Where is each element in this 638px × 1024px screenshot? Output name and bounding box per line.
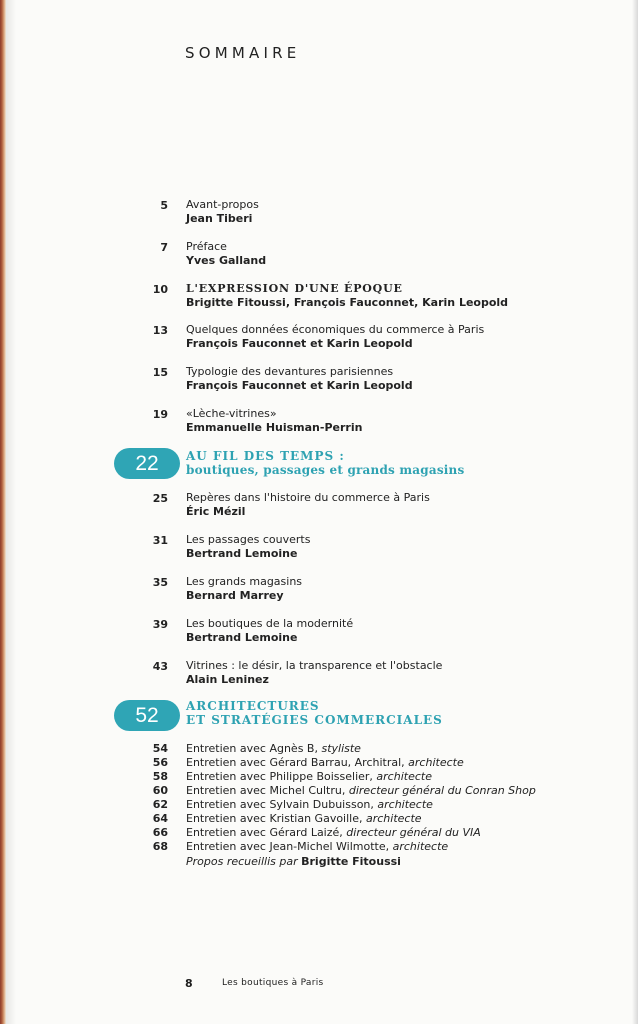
toc-page-number: 64 xyxy=(152,812,168,825)
interview-entry xyxy=(0,840,600,854)
interview-title: Entretien avec Agnès B, styliste xyxy=(186,742,361,755)
toc-entry-author: Emmanuelle Huisman-Perrin xyxy=(186,421,363,434)
toc-page-number: 13 xyxy=(152,324,168,337)
toc-page-number: 66 xyxy=(152,826,168,839)
interview-title: Entretien avec Jean-Michel Wilmotte, architecte xyxy=(186,840,449,853)
toc-page-number: 60 xyxy=(152,784,168,797)
toc-entry-title: Préface xyxy=(186,240,227,253)
toc-entry-title: Avant-propos xyxy=(186,198,259,211)
section-number-badge: 22 xyxy=(114,448,180,479)
toc-page-number: 54 xyxy=(152,742,168,755)
toc-entry-author: Bernard Marrey xyxy=(186,589,284,602)
interview-entry xyxy=(0,826,600,840)
credits-line xyxy=(186,855,401,869)
interview-role: styliste xyxy=(321,742,361,755)
toc-page-number: 10 xyxy=(152,283,168,296)
interview-role: architecte xyxy=(377,798,433,811)
toc-page-number: 35 xyxy=(152,576,168,589)
toc-entry-author: Éric Mézil xyxy=(186,505,246,518)
gutter-shadow xyxy=(6,0,16,1024)
section-subtitle: boutiques, passages et grands magasins xyxy=(186,463,465,477)
toc-page-number: 25 xyxy=(152,492,168,505)
toc-entry-author: Alain Leninez xyxy=(186,673,269,686)
interview-entry xyxy=(0,812,600,826)
interview-title: Entretien avec Gérard Barrau, Architral, architecte xyxy=(186,756,464,769)
interview-role: architecte xyxy=(408,756,464,769)
toc-entry-author: Yves Galland xyxy=(186,254,267,267)
toc-page-number: 7 xyxy=(160,241,168,254)
toc-entry-title: Quelques données économiques du commerce à Paris xyxy=(186,323,485,336)
toc-page-number: 39 xyxy=(152,618,168,631)
section-title: AU FIL DES TEMPS : xyxy=(186,449,345,463)
interview-role: directeur général du VIA xyxy=(346,826,481,839)
interview-entry xyxy=(0,756,600,770)
interview-role: architecte xyxy=(376,770,432,783)
toc-page-number: 56 xyxy=(152,756,168,769)
toc-page-number: 5 xyxy=(160,199,168,212)
section-number-badge: 52 xyxy=(114,700,180,731)
interview-title: Entretien avec Michel Cultru, directeur général du Conran Shop xyxy=(186,784,536,797)
footer-book-title: Les boutiques à Paris xyxy=(222,978,324,988)
toc-entry-title: Les grands magasins xyxy=(186,575,303,588)
toc-entry-title: Les passages couverts xyxy=(186,533,311,546)
interview-entry xyxy=(0,770,600,784)
interview-credits xyxy=(0,855,600,869)
footer-page-number: 8 xyxy=(185,977,193,990)
toc-page-number: 68 xyxy=(152,840,168,853)
toc-page-number: 43 xyxy=(152,660,168,673)
toc-entry-author: François Fauconnet et Karin Leopold xyxy=(186,379,413,392)
credits-name: Brigitte Fitoussi xyxy=(301,855,401,868)
toc-page-number: 58 xyxy=(152,770,168,783)
toc-entry-author: Bertrand Lemoine xyxy=(186,547,298,560)
toc-entry-title: L'EXPRESSION D'UNE ÉPOQUE xyxy=(186,282,403,295)
interview-title: Entretien avec Kristian Gavoille, architecte xyxy=(186,812,422,825)
page-right-edge xyxy=(632,0,638,1024)
toc-entry-title: Vitrines : le désir, la transparence et l'obstacle xyxy=(186,659,443,672)
toc-entry-title: Repères dans l'histoire du commerce à Paris xyxy=(186,491,430,504)
toc-entry-title: Les boutiques de la modernité xyxy=(186,617,354,630)
interview-entry xyxy=(0,798,600,812)
toc-entry-title: Typologie des devantures parisiennes xyxy=(186,365,394,378)
interview-role: directeur général du Conran Shop xyxy=(348,784,536,797)
toc-entry-author: François Fauconnet et Karin Leopold xyxy=(186,337,413,350)
toc-page-number: 62 xyxy=(152,798,168,811)
toc-entry-author: Bertrand Lemoine xyxy=(186,631,298,644)
section-subtitle: ET STRATÉGIES COMMERCIALES xyxy=(186,713,443,727)
toc-entry-author: Jean Tiberi xyxy=(186,212,253,225)
interview-entry xyxy=(0,742,600,756)
interview-title: Entretien avec Philippe Boisselier, architecte xyxy=(186,770,432,783)
interview-title: Entretien avec Gérard Laizé, directeur général du VIA xyxy=(186,826,481,839)
interview-role: architecte xyxy=(366,812,422,825)
toc-entry-author: Brigitte Fitoussi, François Fauconnet, Karin Leopold xyxy=(186,296,509,309)
toc-page-number: 19 xyxy=(152,408,168,421)
toc-page-number: 31 xyxy=(152,534,168,547)
toc-page-number: 15 xyxy=(152,366,168,379)
section-title: ARCHITECTURES xyxy=(186,699,320,713)
interview-role: architecte xyxy=(392,840,449,853)
interview-title: Entretien avec Sylvain Dubuisson, architecte xyxy=(186,798,433,811)
page-title: SOMMAIRE xyxy=(185,44,301,62)
toc-entry-title: «Lèche-vitrines» xyxy=(186,407,277,420)
credits-prefix: Propos recueillis par xyxy=(186,855,298,868)
interview-entry xyxy=(0,784,600,798)
